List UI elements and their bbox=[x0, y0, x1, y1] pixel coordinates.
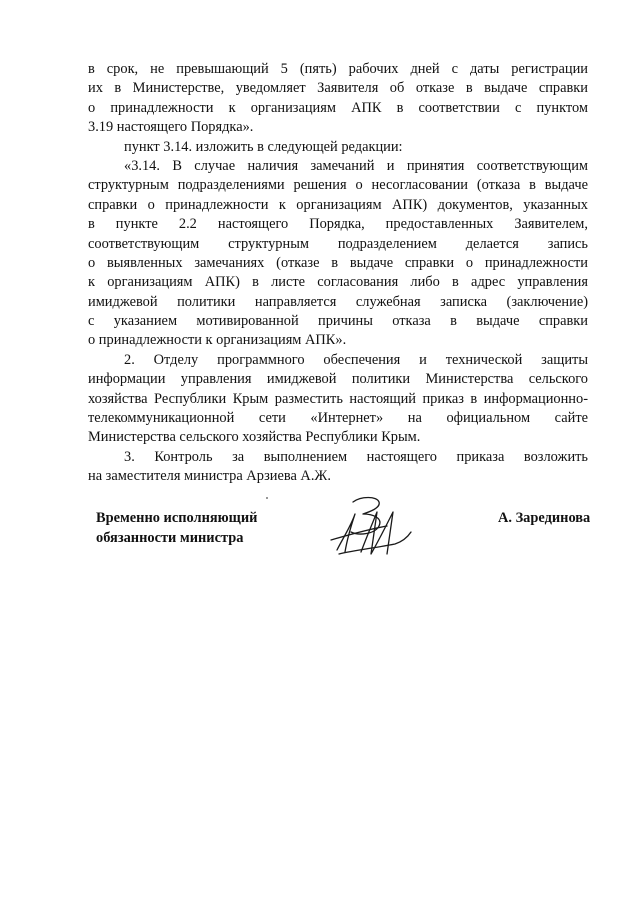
body-line: о выявленных замечаниях (отказе в выдаче справки о принадлежности bbox=[88, 254, 588, 271]
body-line: информации управления имиджевой политики Министерства сельского bbox=[88, 371, 588, 388]
body-line: структурным подразделениями решения о несогласовании (отказа в выдаче bbox=[88, 177, 588, 194]
body-line: 3.19 настоящего Порядка». bbox=[88, 119, 254, 136]
body-line: соответствующим структурным подразделением делается запись bbox=[88, 235, 588, 252]
body-line: телекоммуникационной сети «Интернет» на официальном сайте bbox=[88, 410, 588, 427]
body-line: 3. Контроль за выполнением настоящего приказа возложить bbox=[124, 448, 588, 465]
signatory-position bbox=[96, 509, 257, 548]
body-line: хозяйства Республики Крым разместить настоящий приказ в информационно- bbox=[88, 390, 588, 407]
body-line: Министерства сельского хозяйства Республики Крым. bbox=[88, 429, 421, 446]
body-line: в пункте 2.2 настоящего Порядка, предоставленных Заявителем, bbox=[88, 216, 588, 233]
signatory-position-line-1: Временно исполняющий bbox=[96, 510, 258, 526]
body-line: в срок, не превышающий 5 (пять) рабочих дней с даты регистрации bbox=[88, 61, 588, 77]
scan-dot bbox=[266, 497, 268, 499]
document-body bbox=[88, 60, 588, 487]
signatory-name: А. Зарединова bbox=[498, 510, 591, 526]
signatory-position-line-2: обязанности министра bbox=[96, 529, 244, 546]
body-line: о принадлежности к организациям АПК в соответствии с пунктом bbox=[88, 99, 588, 116]
body-line: справки о принадлежности к организациям АПК) документов, указанных bbox=[88, 196, 588, 213]
body-line: о принадлежности к организациям АПК». bbox=[88, 332, 347, 349]
body-line: 2. Отделу программного обеспечения и технической защиты bbox=[124, 351, 588, 368]
body-line: на заместителя министра Арзиева А.Ж. bbox=[88, 468, 331, 485]
body-line: к организациям АПК) в листе согласования либо в адрес управления bbox=[88, 274, 588, 291]
body-line: имиджевой политики направляется служебная записка (заключение) bbox=[88, 293, 588, 310]
body-line: с указанием мотивированной причины отказа в выдаче справки bbox=[88, 313, 588, 330]
body-line: пункт 3.14. изложить в следующей редакции: bbox=[124, 138, 403, 155]
body-line: их в Министерстве, уведомляет Заявителя об отказе в выдаче справки bbox=[88, 80, 588, 97]
body-line: «3.14. В случае наличия замечаний и принятия соответствующим bbox=[124, 157, 588, 174]
handwritten-signature bbox=[325, 492, 420, 562]
